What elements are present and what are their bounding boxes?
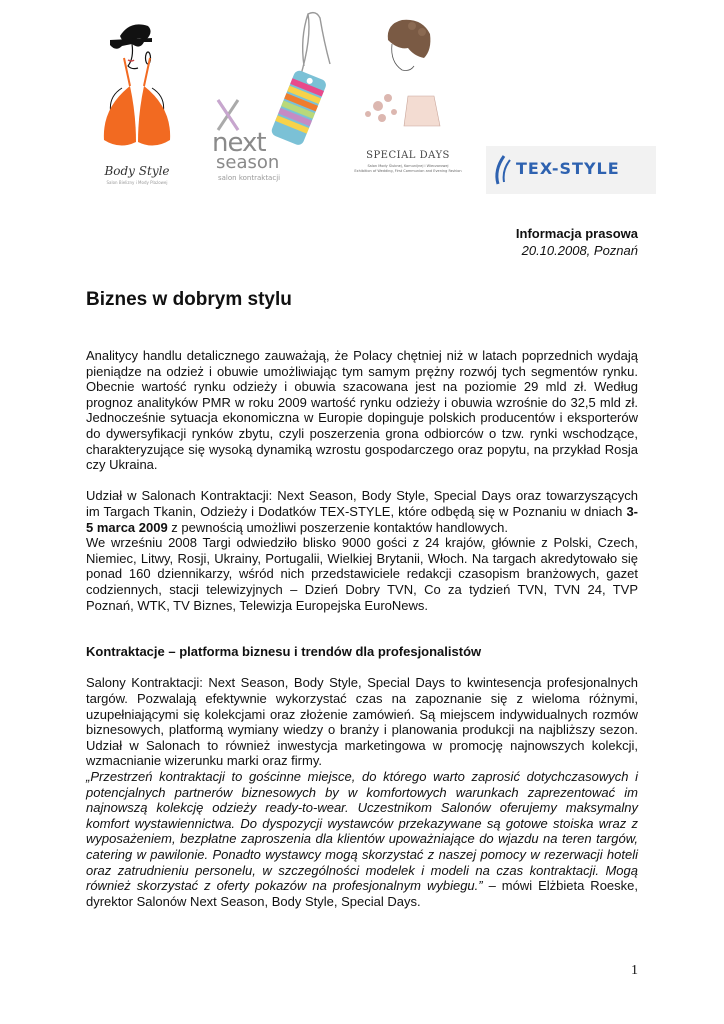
body-style-figure-icon — [92, 18, 182, 168]
press-release-label: Informacja prasowa — [515, 226, 638, 241]
quote-attribution: – mówi Elżbieta Roeske, dyrektor Salonów Next Season, Body Style, Special Days. — [86, 878, 638, 909]
special-days-figure-icon — [352, 14, 464, 154]
director-quote: „Przestrzeń kontraktacji to gościnne miejsce, do którego warto zaprosić dotychczasowych i potencjalnych partnerów biznesowych by w komfortowych warunkach zaprezentować im najnowszą kolekcję odzieży ready-to-wear. Uczestnikom Salonów oferujemy maksymalny komfort wystawiennictwa. Do dyspozycji wystawców przekazywane są gotowe stoiska wraz z wyposażeniem, bezpłatne zaproszenia dla klientów upoważniające do wjazdu na teren targów, catering w pawilonie. Ponadto wystawcy mogą skorzystać z naszej pomocy w rezerwacji hoteli oraz zatrudnieniu personelu, w szczególności modelek i modeli na czas kontraktacji. Mogą również skorzystać z oferty pokazów na profesjonalnym wybiegu.” — [86, 769, 638, 894]
next-season-logo — [212, 8, 352, 198]
press-release-date: 20.10.2008, Poznań — [521, 243, 638, 258]
special-days-name: SPECIAL DAYS — [366, 150, 450, 161]
page-number: 1 — [631, 963, 638, 978]
body-style-logo — [92, 18, 182, 190]
tex-style-logo — [486, 146, 656, 194]
paragraph-market: Analitycy handlu detalicznego zauważają, że Polacy chętniej niż w latach poprzednich wydają pieniądze na odzież i obuwie umożliwiając tym samym prężny rozwój tych segmentów rynku. Obecnie wartość rynku odzieży i obuwia szacowana jest na poziomie 29 mld zł. Według prognoz analityków PMR w roku 2009 wartość rynku odzieży i obuwia wzrośnie do 32,5 mld zł. Jednocześnie sytuacja ekonomiczna w Europie dopinguje polskich producentów i eksporterów do dywersyfikacji rynków zbytu, czyli poszerzenia grona odbiorców o tzw. rynki wschodzące, charakteryzujące się wysoką dynamiką wzrostu gospodarczego oraz popytu, na przykład Rosja czy Ukraina. — [86, 348, 638, 473]
next-season-tagline: salon kontraktacji — [218, 174, 281, 182]
tex-style-name: TEX-STYLE — [516, 159, 620, 178]
paragraph-quote — [86, 769, 638, 909]
logo-strip — [0, 0, 724, 200]
tex-style-swoosh-icon — [492, 152, 516, 188]
body-style-tagline: Salon Bielizny i Mody Plażowej — [106, 180, 168, 185]
participation-text-b: z pewnością umożliwi poszerzenie kontaktów handlowych. — [167, 519, 509, 535]
special-days-logo — [352, 14, 464, 186]
special-days-tagline-1: Salon Mody Ślubnej, Komunijnej i Wieczorowej — [367, 164, 449, 168]
next-season-tag-icon — [212, 8, 352, 148]
event-dates: 3-5 marca 2009 — [86, 503, 638, 535]
next-season-line2: season — [216, 152, 280, 173]
paragraph-visitors: We wrześniu 2008 Targi odwiedziło blisko 9000 gości z 24 krajów, głównie z Polski, Czech, Niemiec, Litwy, Rosji, Ukrainy, Portugalii, Wielkiej Brytanii, Włoch. Na targach akredytowało się ponad 160 dziennikarzy, wśród nich przedstawiciele redakcji czasopism branżowych, gazet codziennych, stacji telewizyjnych – Dzień Dobry TVN, Co za tydzień TVN, TVN 24, TVP Poznań, WTK, TV Biznes, Telewizja Europejska EuroNews. — [86, 535, 638, 613]
paragraph-salons: Salony Kontraktacji: Next Season, Body Style, Special Days to kwintesencja profesjonalnych targów. Pozwalają efektywnie wykorzystać czas na zapoznanie się z wieloma różnymi, uzupełniającymi się kolekcjami oraz złożenie zamówień. Są miejscem indywidualnych rozmów biznesowych, platformą wymiany wiedzy o branży i planowania produkcji na najbliższy sezon. Udział w Salonach to również inwestycja marketingowa w promocję najnowszych kolekcji, wzmacnianie wizerunku marki oraz firmy. — [86, 675, 638, 769]
page-title: Biznes w dobrym stylu — [86, 289, 292, 310]
next-season-line1: next — [212, 128, 266, 158]
participation-text-a: Udział w Salonach Kontraktacji: Next Season, Body Style, Special Days oraz towarzyszących im Targach Tkanin, Odzieży i Dodatków TEX-STYLE, które odbędą się w Poznaniu w dniach — [86, 488, 638, 519]
section-subheading: Kontraktacje – platforma biznesu i trendów dla profesjonalistów — [86, 644, 482, 660]
press-release-header — [516, 225, 638, 259]
body-style-name: Body Style — [104, 164, 170, 178]
special-days-tagline-2: Exhibition of Wedding, First Communion and Evening Fashion — [354, 169, 462, 173]
article-body — [86, 348, 638, 909]
paragraph-participation — [86, 488, 638, 535]
